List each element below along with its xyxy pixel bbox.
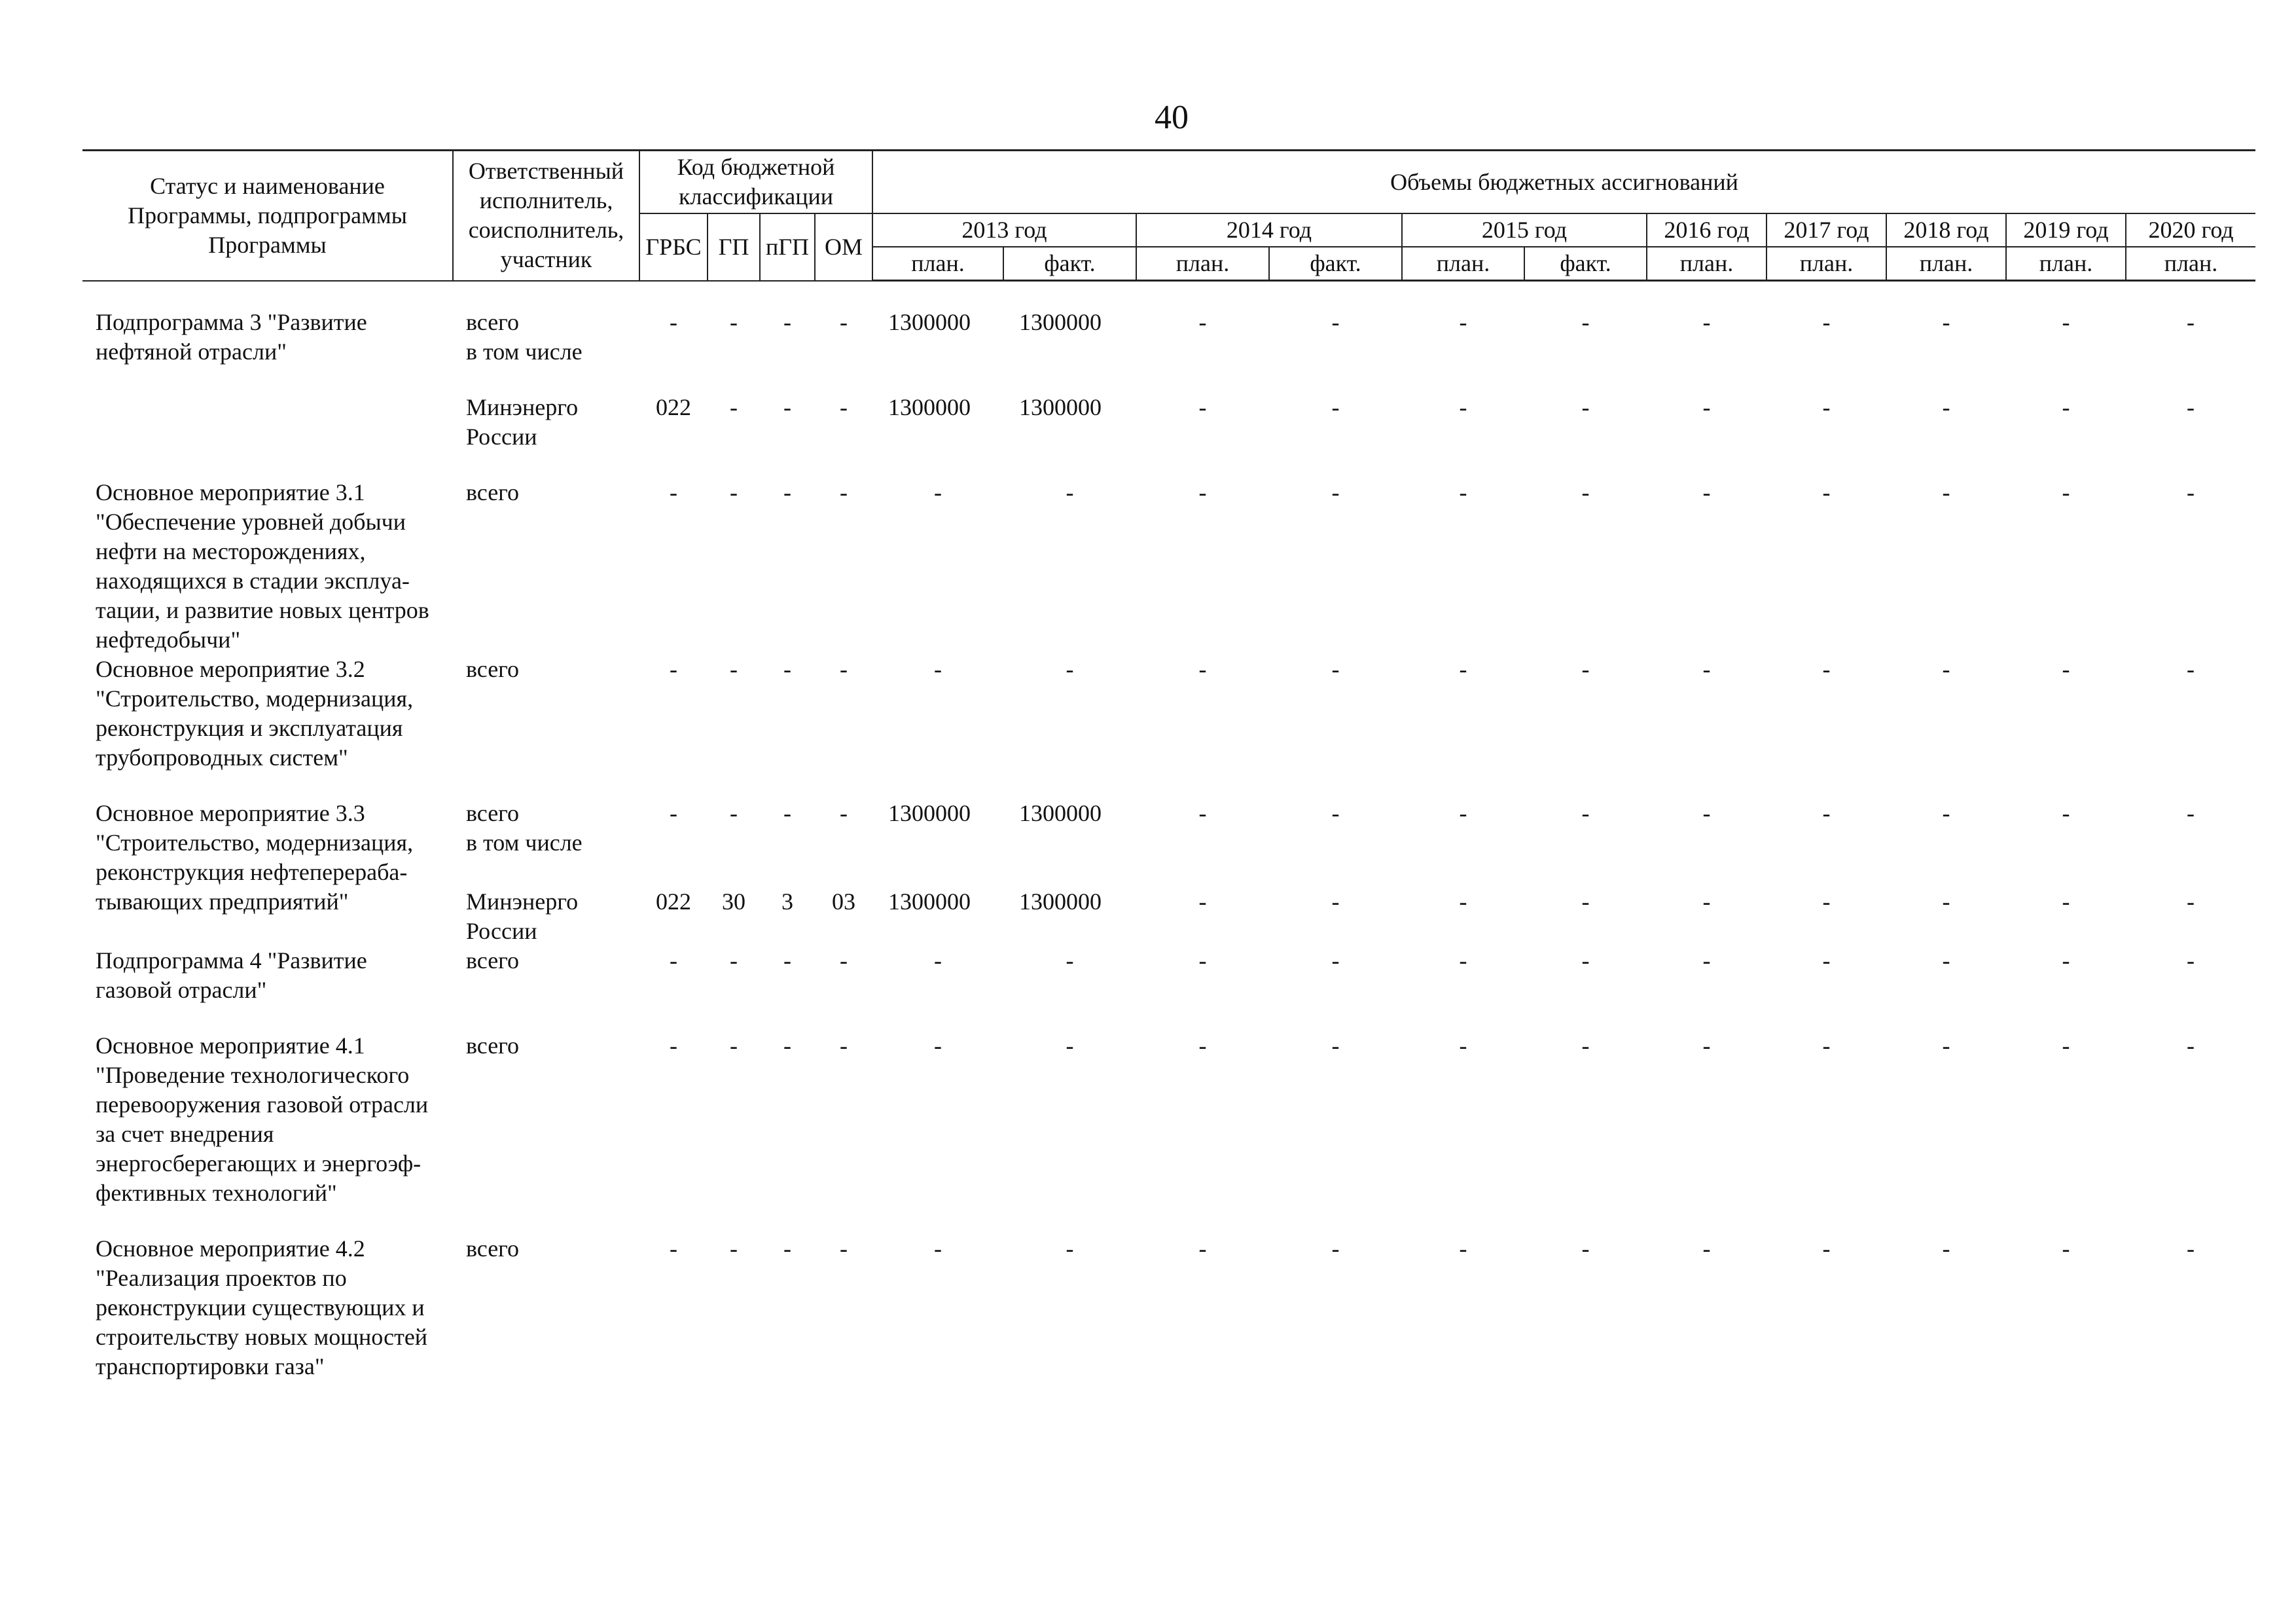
- value-cell: -: [1822, 947, 1831, 974]
- table-row: [82, 308, 2255, 393]
- code-cell: -: [783, 309, 791, 335]
- value-cell: -: [2062, 1032, 2070, 1059]
- code-cell: 022: [656, 888, 691, 915]
- code-cell: -: [783, 1032, 791, 1059]
- code-cell: 03: [832, 888, 855, 915]
- row-responsible: всего: [466, 479, 520, 505]
- value-cell: 1300000: [888, 888, 971, 915]
- header-code-gp: ГП: [708, 213, 760, 281]
- value-cell: -: [1702, 479, 1711, 505]
- code-cell: -: [730, 656, 738, 682]
- row-name: Основное мероприятие 3.2 "Строительство, модернизация, реконструкция и эксплуатация трубопроводных систем": [96, 656, 414, 771]
- header-year: 2015 год: [1402, 213, 1647, 247]
- value-cell: -: [1581, 800, 1590, 826]
- row-responsible: всего в том числе: [466, 309, 583, 365]
- value-cell: 1300000: [1019, 394, 1102, 420]
- header-subcol: план.: [1136, 247, 1269, 281]
- row-name: Основное мероприятие 3.3 "Строительство, модернизация, реконструкция нефтеперераба-: [96, 800, 414, 885]
- value-cell: -: [1331, 800, 1340, 826]
- row-name: Подпрограмма 4 "Развитие газовой отрасли": [96, 947, 367, 1003]
- table-row: [82, 1234, 2255, 1381]
- value-cell: -: [1581, 1032, 1590, 1059]
- table-body: [82, 281, 2255, 1382]
- value-cell: -: [1331, 309, 1340, 335]
- value-cell: -: [1198, 1235, 1207, 1262]
- row-name: Подпрограмма 3 "Развитие нефтяной отрасли": [96, 309, 367, 365]
- table-row: [82, 946, 2255, 1031]
- value-cell: -: [1459, 1235, 1467, 1262]
- value-cell: -: [1581, 656, 1590, 682]
- value-cell: -: [1066, 479, 1074, 505]
- value-cell: -: [1066, 947, 1074, 974]
- table-row: [82, 655, 2255, 799]
- code-cell: -: [840, 1235, 848, 1262]
- row-responsible: всего: [466, 1032, 520, 1059]
- value-cell: 1300000: [1019, 309, 1102, 335]
- row-name: Основное мероприятие 4.2 "Реализация проектов по реконструкции существующих и строительству новых мощностей транспортировки газа": [96, 1235, 428, 1379]
- value-cell: -: [1702, 888, 1711, 915]
- value-cell: -: [2187, 394, 2195, 420]
- table-header: [82, 151, 2255, 281]
- table-row: [82, 478, 2255, 655]
- budget-table: [82, 149, 2255, 1381]
- table-row: [82, 887, 2255, 946]
- value-cell: -: [1198, 309, 1207, 335]
- value-cell: -: [1198, 656, 1207, 682]
- value-cell: -: [934, 1032, 942, 1059]
- header-year: 2017 год: [1767, 213, 1886, 247]
- value-cell: -: [1459, 800, 1467, 826]
- header-subcol: план.: [872, 247, 1003, 281]
- header-code-om: ОМ: [815, 213, 872, 281]
- header-subcol: факт.: [1524, 247, 1647, 281]
- value-cell: 1300000: [888, 394, 971, 420]
- table-row: [82, 1031, 2255, 1234]
- header-subcol: план.: [1402, 247, 1524, 281]
- header-year: 2014 год: [1136, 213, 1402, 247]
- page-number: 40: [1155, 99, 1189, 136]
- value-cell: -: [2187, 888, 2195, 915]
- value-cell: 1300000: [888, 800, 971, 826]
- value-cell: -: [2187, 800, 2195, 826]
- value-cell: -: [1459, 1032, 1467, 1059]
- code-cell: -: [783, 800, 791, 826]
- row-responsible: всего: [466, 656, 520, 682]
- code-cell: -: [840, 1032, 848, 1059]
- value-cell: -: [1331, 1235, 1340, 1262]
- row-responsible: Минэнерго России: [466, 394, 579, 450]
- row-name: Основное мероприятие 3.1 "Обеспечение уровней добычи нефти на месторождениях, находящихся в стадии эксплуа-тации, и развитие новых центров нефтедобычи": [96, 479, 429, 653]
- header-budget-code: Код бюджетной классификации: [639, 151, 872, 214]
- header-subcol: план.: [1886, 247, 2006, 281]
- value-cell: -: [1942, 656, 1950, 682]
- value-cell: -: [1822, 888, 1831, 915]
- code-cell: -: [670, 479, 677, 505]
- row-responsible: всего: [466, 1235, 520, 1262]
- code-cell: -: [783, 656, 791, 682]
- value-cell: -: [2187, 1235, 2195, 1262]
- value-cell: -: [1459, 394, 1467, 420]
- value-cell: -: [934, 947, 942, 974]
- code-cell: 022: [656, 394, 691, 420]
- value-cell: -: [1942, 888, 1950, 915]
- code-cell: -: [670, 1235, 677, 1262]
- value-cell: -: [1942, 309, 1950, 335]
- header-code-pgp: пГП: [760, 213, 815, 281]
- value-cell: -: [934, 656, 942, 682]
- value-cell: -: [1822, 394, 1831, 420]
- header-subcol: план.: [1767, 247, 1886, 281]
- value-cell: -: [2062, 947, 2070, 974]
- value-cell: -: [1198, 394, 1207, 420]
- code-cell: 3: [781, 888, 793, 915]
- code-cell: -: [730, 309, 738, 335]
- value-cell: -: [1942, 947, 1950, 974]
- value-cell: -: [1581, 947, 1590, 974]
- value-cell: -: [1702, 1235, 1711, 1262]
- code-cell: -: [670, 309, 677, 335]
- value-cell: -: [1459, 479, 1467, 505]
- value-cell: -: [1822, 656, 1831, 682]
- value-cell: -: [1459, 656, 1467, 682]
- value-cell: -: [2062, 800, 2070, 826]
- header-volumes: Объемы бюджетных ассигнований: [872, 151, 2255, 214]
- value-cell: -: [1942, 1032, 1950, 1059]
- value-cell: -: [1198, 479, 1207, 505]
- value-cell: -: [1459, 947, 1467, 974]
- code-cell: -: [730, 947, 738, 974]
- value-cell: -: [1822, 1235, 1831, 1262]
- code-cell: -: [840, 656, 848, 682]
- value-cell: -: [1822, 1032, 1831, 1059]
- row-name: Основное мероприятие 4.1 "Проведение технологического перевооружения газовой отрасли за счет внедрения энергосберегающих и энергоэф-фективных технологий": [96, 1032, 429, 1206]
- value-cell: -: [2187, 1032, 2195, 1059]
- row-responsible: всего: [466, 947, 520, 974]
- value-cell: -: [1581, 888, 1590, 915]
- value-cell: -: [1702, 800, 1711, 826]
- value-cell: -: [1198, 888, 1207, 915]
- row-name: [82, 393, 453, 478]
- value-cell: -: [1581, 394, 1590, 420]
- code-cell: -: [783, 1235, 791, 1262]
- header-year: 2019 год: [2006, 213, 2126, 247]
- value-cell: -: [2062, 394, 2070, 420]
- value-cell: 1300000: [1019, 800, 1102, 826]
- table-row: [82, 393, 2255, 478]
- value-cell: -: [1459, 888, 1467, 915]
- value-cell: -: [2187, 656, 2195, 682]
- code-cell: -: [670, 1032, 677, 1059]
- row-name: тывающих предприятий": [96, 888, 349, 915]
- header-subcol: план.: [1647, 247, 1767, 281]
- value-cell: -: [2187, 479, 2195, 505]
- code-cell: -: [783, 394, 791, 420]
- header-subcol: факт.: [1269, 247, 1402, 281]
- value-cell: -: [1822, 479, 1831, 505]
- code-cell: -: [670, 947, 677, 974]
- value-cell: -: [1331, 394, 1340, 420]
- value-cell: -: [1459, 309, 1467, 335]
- value-cell: -: [934, 1235, 942, 1262]
- value-cell: -: [2062, 1235, 2070, 1262]
- value-cell: -: [1702, 947, 1711, 974]
- header-subcol: факт.: [1003, 247, 1136, 281]
- value-cell: 1300000: [1019, 888, 1102, 915]
- code-cell: -: [840, 309, 848, 335]
- header-subcol: план.: [2006, 247, 2126, 281]
- value-cell: -: [1702, 309, 1711, 335]
- value-cell: -: [1198, 1032, 1207, 1059]
- value-cell: -: [1198, 947, 1207, 974]
- code-cell: -: [783, 479, 791, 505]
- code-cell: -: [840, 394, 848, 420]
- value-cell: -: [934, 479, 942, 505]
- code-cell: -: [783, 947, 791, 974]
- value-cell: -: [1066, 656, 1074, 682]
- header-year: 2013 год: [872, 213, 1136, 247]
- value-cell: -: [1331, 1032, 1340, 1059]
- header-code-grbs: ГРБС: [639, 213, 708, 281]
- value-cell: -: [1331, 656, 1340, 682]
- header-year: 2016 год: [1647, 213, 1767, 247]
- value-cell: -: [2062, 888, 2070, 915]
- row-responsible: всего в том числе: [466, 800, 583, 856]
- value-cell: -: [1942, 1235, 1950, 1262]
- code-cell: -: [730, 394, 738, 420]
- value-cell: -: [2062, 479, 2070, 505]
- value-cell: -: [1942, 394, 1950, 420]
- value-cell: -: [1581, 479, 1590, 505]
- code-cell: -: [840, 947, 848, 974]
- value-cell: -: [1581, 1235, 1590, 1262]
- code-cell: -: [730, 479, 738, 505]
- value-cell: -: [2062, 309, 2070, 335]
- value-cell: -: [1942, 479, 1950, 505]
- code-cell: -: [670, 800, 677, 826]
- code-cell: -: [730, 1235, 738, 1262]
- code-cell: -: [730, 800, 738, 826]
- header-subcol: план.: [2126, 247, 2255, 281]
- table-row: [82, 799, 2255, 887]
- header-responsible: Ответственный исполнитель, соисполнитель, участник: [453, 151, 639, 281]
- value-cell: -: [2062, 656, 2070, 682]
- header-year: 2020 год: [2126, 213, 2255, 247]
- value-cell: -: [1822, 800, 1831, 826]
- code-cell: -: [840, 479, 848, 505]
- value-cell: -: [1066, 1032, 1074, 1059]
- value-cell: -: [1331, 479, 1340, 505]
- value-cell: -: [2187, 947, 2195, 974]
- value-cell: -: [1822, 309, 1831, 335]
- code-cell: -: [730, 1032, 738, 1059]
- value-cell: -: [1066, 1235, 1074, 1262]
- code-cell: -: [840, 800, 848, 826]
- header-year: 2018 год: [1886, 213, 2006, 247]
- row-responsible: Минэнерго России: [466, 888, 579, 944]
- value-cell: -: [1942, 800, 1950, 826]
- value-cell: -: [1581, 309, 1590, 335]
- value-cell: -: [1198, 800, 1207, 826]
- code-cell: 30: [722, 888, 745, 915]
- value-cell: -: [1702, 394, 1711, 420]
- header-status: Статус и наименование Программы, подпрограммы Программы: [82, 151, 453, 281]
- value-cell: -: [1331, 947, 1340, 974]
- value-cell: -: [1702, 1032, 1711, 1059]
- value-cell: -: [1702, 656, 1711, 682]
- code-cell: -: [670, 656, 677, 682]
- value-cell: -: [1331, 888, 1340, 915]
- value-cell: 1300000: [888, 309, 971, 335]
- value-cell: -: [2187, 309, 2195, 335]
